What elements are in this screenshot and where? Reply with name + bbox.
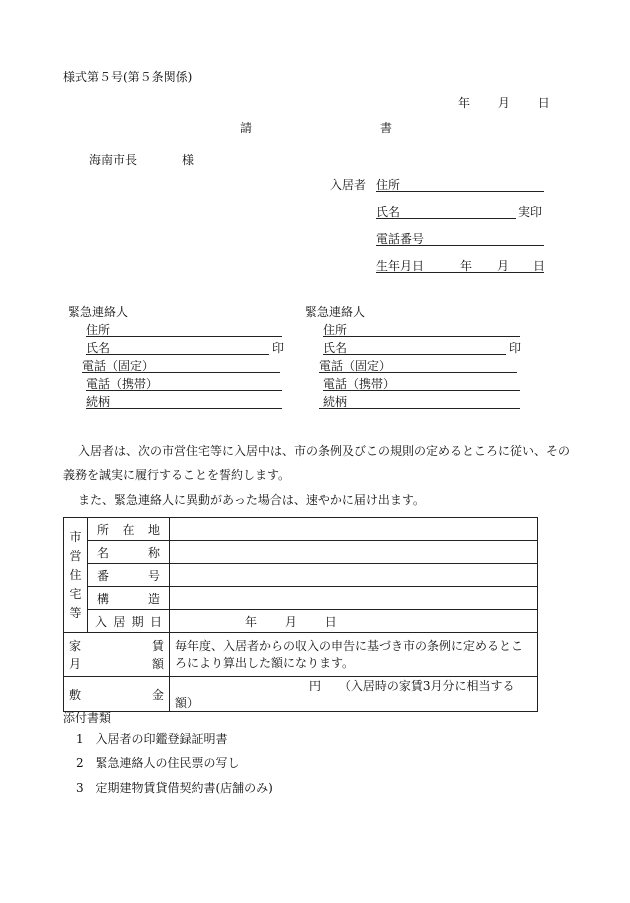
resident-name-label: 氏名 — [376, 205, 401, 219]
emergency-contact-2-phone-fixed-line[interactable] — [319, 357, 517, 373]
resident-phone-line[interactable] — [376, 230, 544, 246]
location-value[interactable] — [170, 518, 538, 541]
housing-table — [63, 517, 538, 712]
structure-label: 構 造 — [88, 587, 170, 610]
emergency-contact-1-address-label: 住所 — [86, 323, 111, 337]
number-label: 番 号 — [88, 564, 170, 587]
title-left: 請 — [240, 121, 253, 135]
name-label: 名 称 — [88, 541, 170, 564]
emergency-contact-1-seal-label: 印 — [272, 341, 285, 355]
attachment-item: 2 緊急連絡人の住民票の写し — [76, 756, 240, 770]
date-month-label: 月 — [497, 96, 510, 110]
resident-address-label: 住所 — [376, 178, 401, 192]
date-day-label: 日 — [537, 96, 550, 110]
table-row — [64, 587, 538, 610]
resident-phone-label: 電話番号 — [376, 232, 425, 246]
deposit-label: 敷 金 — [64, 677, 170, 712]
emergency-contact-1-phone-fixed-label: 電話（固定） — [82, 359, 155, 373]
resident-role-label: 入居者 — [330, 178, 367, 192]
addressee-honorific: 様 — [182, 153, 195, 167]
emergency-contact-1-address-line[interactable] — [86, 321, 282, 337]
move-in-month-label: 月 — [284, 614, 297, 629]
resident-birth-month: 月 — [497, 259, 510, 273]
move-in-day-label: 日 — [324, 614, 337, 629]
pledge-line-2: 義務を誠実に履行することを誓約します。 — [63, 468, 291, 482]
pledge-line-3: また、緊急連絡人に異動があった場合は、速やかに届け出ます。 — [78, 493, 425, 507]
date-year-label: 年 — [458, 96, 471, 110]
resident-address-line[interactable] — [376, 176, 544, 192]
emergency-contact-2-title: 緊急連絡人 — [305, 305, 366, 319]
table-row — [64, 518, 538, 541]
deposit-note: （入居時の家賃3月分に相当する額） — [175, 679, 515, 710]
resident-birth-line[interactable] — [376, 257, 544, 273]
emergency-contact-2-phone-mobile-label: 電話（携帯） — [323, 377, 396, 391]
table-row — [64, 564, 538, 587]
emergency-contact-2-name-line[interactable] — [323, 339, 506, 355]
attachments-heading: 添付書類 — [63, 711, 112, 725]
resident-name-line[interactable] — [376, 203, 516, 219]
emergency-contact-2-relation-line[interactable] — [319, 393, 520, 409]
addressee-name: 海南市長 — [89, 153, 138, 167]
form-number: 様式第５号(第５条関係) — [63, 70, 193, 84]
date-line — [458, 94, 550, 111]
move-in-year-label: 年 — [245, 614, 258, 629]
emergency-contact-1-relation-label: 続柄 — [86, 395, 111, 409]
move-in-date-value[interactable] — [170, 610, 538, 633]
table-row — [64, 677, 538, 712]
name-value[interactable] — [170, 541, 538, 564]
emergency-contact-1-phone-mobile-label: 電話（携帯） — [86, 377, 159, 391]
title-right: 書 — [380, 121, 393, 135]
location-label: 所 在 地 — [88, 518, 170, 541]
emergency-contact-2-relation-label: 続柄 — [323, 395, 348, 409]
resident-seal-label: 実印 — [518, 205, 543, 219]
emergency-contact-2-seal-label: 印 — [509, 341, 522, 355]
number-value[interactable] — [170, 564, 538, 587]
emergency-contact-2-name-label: 氏名 — [323, 341, 348, 355]
pledge-line-1: 入居者は、次の市営住宅等に入居中は、市の条例及びこの規則の定めるところに従い、その — [78, 444, 571, 458]
rent-description: 毎年度、入居者からの収入の申告に基づき市の条例に定めるところにより算出した額になります。 — [170, 633, 538, 677]
deposit-unit: 円 — [309, 679, 322, 693]
housing-group-label: 市 営 住 宅 等 — [64, 518, 88, 633]
emergency-contact-2-address-line[interactable] — [323, 321, 520, 337]
emergency-contact-2-address-label: 住所 — [323, 323, 348, 337]
emergency-contact-1-phone-fixed-line[interactable] — [82, 357, 280, 373]
structure-value[interactable] — [170, 587, 538, 610]
table-row — [64, 541, 538, 564]
move-in-date-label: 入 居 期 日 — [88, 610, 170, 633]
table-row — [64, 610, 538, 633]
emergency-contact-2-phone-mobile-line[interactable] — [323, 375, 520, 391]
attachment-item: 1 入居者の印鑑登録証明書 — [76, 732, 228, 746]
table-row — [64, 633, 538, 677]
emergency-contact-2-phone-fixed-label: 電話（固定） — [319, 359, 392, 373]
resident-birth-day: 日 — [533, 259, 546, 273]
emergency-contact-1-name-line[interactable] — [86, 339, 269, 355]
attachment-item: 3 定期建物賃貸借契約書(店舗のみ) — [76, 781, 273, 795]
emergency-contact-1-title: 緊急連絡人 — [68, 305, 129, 319]
resident-birth-label: 生年月日 — [376, 259, 425, 273]
resident-birth-year: 年 — [460, 259, 473, 273]
emergency-contact-1-name-label: 氏名 — [86, 341, 111, 355]
emergency-contact-1-relation-line[interactable] — [86, 393, 282, 409]
rent-label: 家 賃 月 額 — [64, 633, 170, 677]
emergency-contact-1-phone-mobile-line[interactable] — [86, 375, 282, 391]
deposit-value[interactable] — [170, 677, 538, 712]
